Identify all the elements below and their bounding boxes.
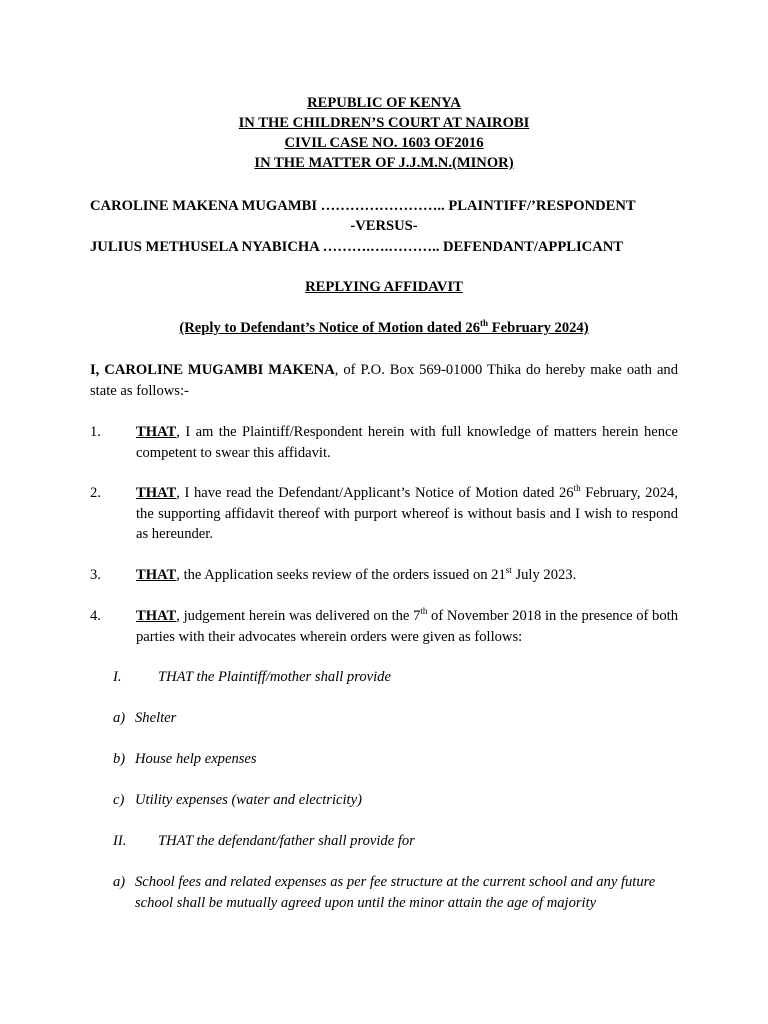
paragraph-text-pre: , I have read the Defendant/Applicant’s Notice of Motion dated 26 (176, 485, 574, 501)
order-text: School fees and related expenses as per fee structure at the current school and any future school shall be mutually agreed upon until the minor attain the age of majority (135, 874, 656, 911)
paragraph-lead: THAT (136, 424, 177, 440)
heading-court: IN THE CHILDREN’S COURT AT NAIROBI (238, 115, 530, 131)
document-title: REPLYING AFFIDAVIT (305, 279, 463, 295)
deponent-name: I, CAROLINE MUGAMBI MAKENA (90, 362, 335, 378)
paragraph-text-post: July 2023. (511, 567, 577, 583)
heading-matter: IN THE MATTER OF J.J.M.N.(MINOR) (254, 155, 514, 171)
paragraph-lead: THAT (136, 608, 177, 624)
document-subtitle (0, 318, 768, 338)
order-text: THAT the defendant/father shall provide for (158, 833, 415, 849)
paragraph-text-post: of November 2018 in the presence of both parties with their advocates wherein orders were given as follows: (136, 608, 678, 645)
order-text: THAT the Plaintiff/mother shall provide (158, 669, 391, 685)
order-item (113, 749, 673, 770)
paragraph-3 (90, 565, 678, 586)
order-text: Shelter (135, 710, 177, 726)
paragraph-4 (90, 606, 678, 647)
order-mark: a) (113, 874, 126, 890)
order-text: House help expenses (135, 751, 257, 767)
paragraph-number: 1. (90, 424, 101, 440)
paragraph-text-post: February, 2024, the supporting affidavit thereof with purport whereof is without basis and I wish to respond as hereunder. (136, 485, 679, 542)
versus-line: -VERSUS- (350, 218, 418, 234)
order-item (113, 667, 673, 688)
subtitle-sup: th (480, 318, 489, 328)
plaintiff-line: CAROLINE MAKENA MUGAMBI …………………….. PLAINTIFF/’RESPONDENT (90, 198, 636, 214)
paragraph-sup: th (420, 606, 428, 616)
order-item (113, 790, 673, 811)
order-mark: I. (113, 669, 122, 685)
paragraph-2 (90, 483, 678, 545)
paragraph-number: 2. (90, 485, 101, 501)
heading-case-number: CIVIL CASE NO. 1603 OF2016 (284, 135, 484, 151)
order-mark: b) (113, 751, 126, 767)
subtitle-post: February 2024) (488, 320, 589, 336)
paragraph-text: , I am the Plaintiff/Respondent herein with full knowledge of matters herein hence competent to swear this affidavit. (136, 424, 678, 461)
order-text: Utility expenses (water and electricity) (135, 792, 362, 808)
intro-paragraph (90, 360, 678, 401)
order-mark: II. (113, 833, 127, 849)
case-heading (0, 93, 768, 173)
paragraph-lead: THAT (136, 567, 177, 583)
paragraph-lead: THAT (136, 485, 177, 501)
paragraph-text-pre: , judgement herein was delivered on the 7 (176, 608, 421, 624)
paragraph-sup: th (573, 483, 581, 493)
intro-text: , of P.O. Box 569-01000 Thika do hereby make oath and state as follows:- (90, 362, 679, 399)
order-item (113, 708, 673, 729)
order-mark: a) (113, 710, 126, 726)
paragraph-number: 4. (90, 608, 101, 624)
defendant-line: JULIUS METHUSELA NYABICHA ……….….……….. DEFENDANT/APPLICANT (90, 239, 624, 255)
paragraph-1 (90, 422, 678, 463)
order-item (113, 831, 673, 852)
order-mark: c) (113, 792, 125, 808)
heading-republic: REPUBLIC OF KENYA (307, 95, 461, 111)
paragraph-text-pre: , the Application seeks review of the orders issued on 21 (176, 567, 506, 583)
subtitle-pre: (Reply to Defendant’s Notice of Motion dated 26 (179, 320, 481, 336)
paragraph-number: 3. (90, 567, 101, 583)
paragraph-sup: st (505, 565, 512, 575)
order-item (113, 872, 678, 913)
